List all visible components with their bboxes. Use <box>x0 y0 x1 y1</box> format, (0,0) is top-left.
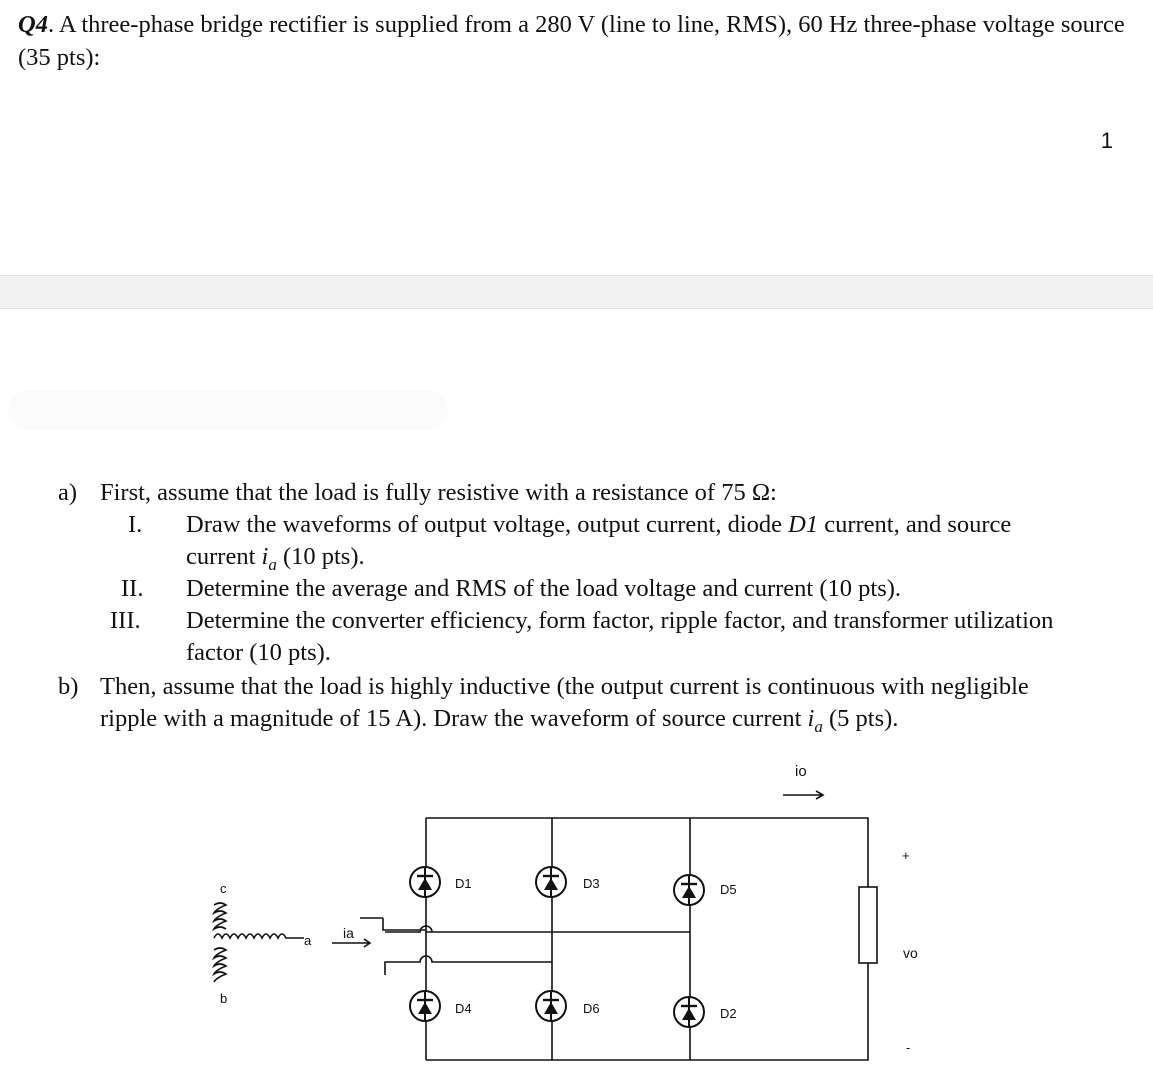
diode-d1-label: D1 <box>455 876 472 891</box>
item-iii-line2: factor (10 pts). <box>186 639 331 666</box>
winding-c <box>214 903 226 929</box>
part-b-label: b) <box>58 673 79 700</box>
winding-a <box>214 934 304 938</box>
phase-link-wire <box>383 918 426 930</box>
part-b-line2: ripple with a magnitude of 15 A). Draw the waveform of source current $i_a$ (5 pts). <box>100 705 899 736</box>
diode-d4-symbol <box>410 991 440 1021</box>
diode-d6-symbol <box>536 991 566 1021</box>
top-rail-wire <box>426 818 868 887</box>
phase-c-label: c <box>220 881 227 896</box>
item-iii-label: III. <box>110 607 141 634</box>
item-iii-line1: Determine the converter efficiency, form factor, ripple factor, and transformer utilization <box>186 607 1054 634</box>
diode-d6-label: D6 <box>583 1001 600 1016</box>
diode-d1-symbol <box>410 867 440 897</box>
minus-sign: - <box>906 1040 911 1055</box>
question-number: Q4 <box>18 11 48 38</box>
phase-b-wire <box>385 956 552 975</box>
ia-label: ia <box>343 925 354 941</box>
page-number: 1 <box>1100 128 1113 153</box>
diode-d2-label: D2 <box>720 1006 737 1021</box>
diode-d4-label: D4 <box>455 1001 472 1016</box>
question-intro <box>18 8 1128 74</box>
item-i-label: I. <box>128 511 143 538</box>
phase-b-label: b <box>220 991 228 1006</box>
question-intro-text: . A three-phase bridge rectifier is supplied from a 280 V (line to line, RMS), 60 Hz three-phase voltage source (35 pts): <box>18 11 1125 71</box>
bottom-rail-wire <box>426 963 868 1060</box>
phase-a-label: a <box>304 933 312 948</box>
part-a-label: a) <box>58 479 78 506</box>
diode-d5-symbol <box>674 875 704 905</box>
load-resistor <box>859 887 877 963</box>
item-ii-label: II. <box>121 575 144 602</box>
diode-d5-label: D5 <box>720 882 737 897</box>
item-ii-text: Determine the average and RMS of the load voltage and current (10 pts). <box>186 575 902 602</box>
part-a-text: First, assume that the load is fully resistive with a resistance of 75 Ω: <box>100 479 777 506</box>
item-i-line1: Draw the waveforms of output voltage, output current, diode D1 current, and source <box>186 511 1012 538</box>
diode-d3-label: D3 <box>583 876 600 891</box>
item-i-line2: current $i_a$ (10 pts). <box>186 543 365 574</box>
phase-a-wire <box>385 926 432 932</box>
rectifier-circuit-diagram <box>0 750 1153 1080</box>
page-break-divider <box>0 275 1153 309</box>
io-label: io <box>795 763 807 780</box>
background-smudge <box>8 390 448 430</box>
io-arrow <box>783 791 823 799</box>
diode-d2-symbol <box>674 997 704 1027</box>
diode-d1-ref: D1 <box>788 511 819 538</box>
winding-b <box>214 948 226 982</box>
diode-d3-symbol <box>536 867 566 897</box>
vo-label: vo <box>903 945 918 961</box>
part-b-line1: Then, assume that the load is highly inductive (the output current is continuous with negligible <box>100 673 1029 700</box>
plus-sign: + <box>902 848 910 863</box>
